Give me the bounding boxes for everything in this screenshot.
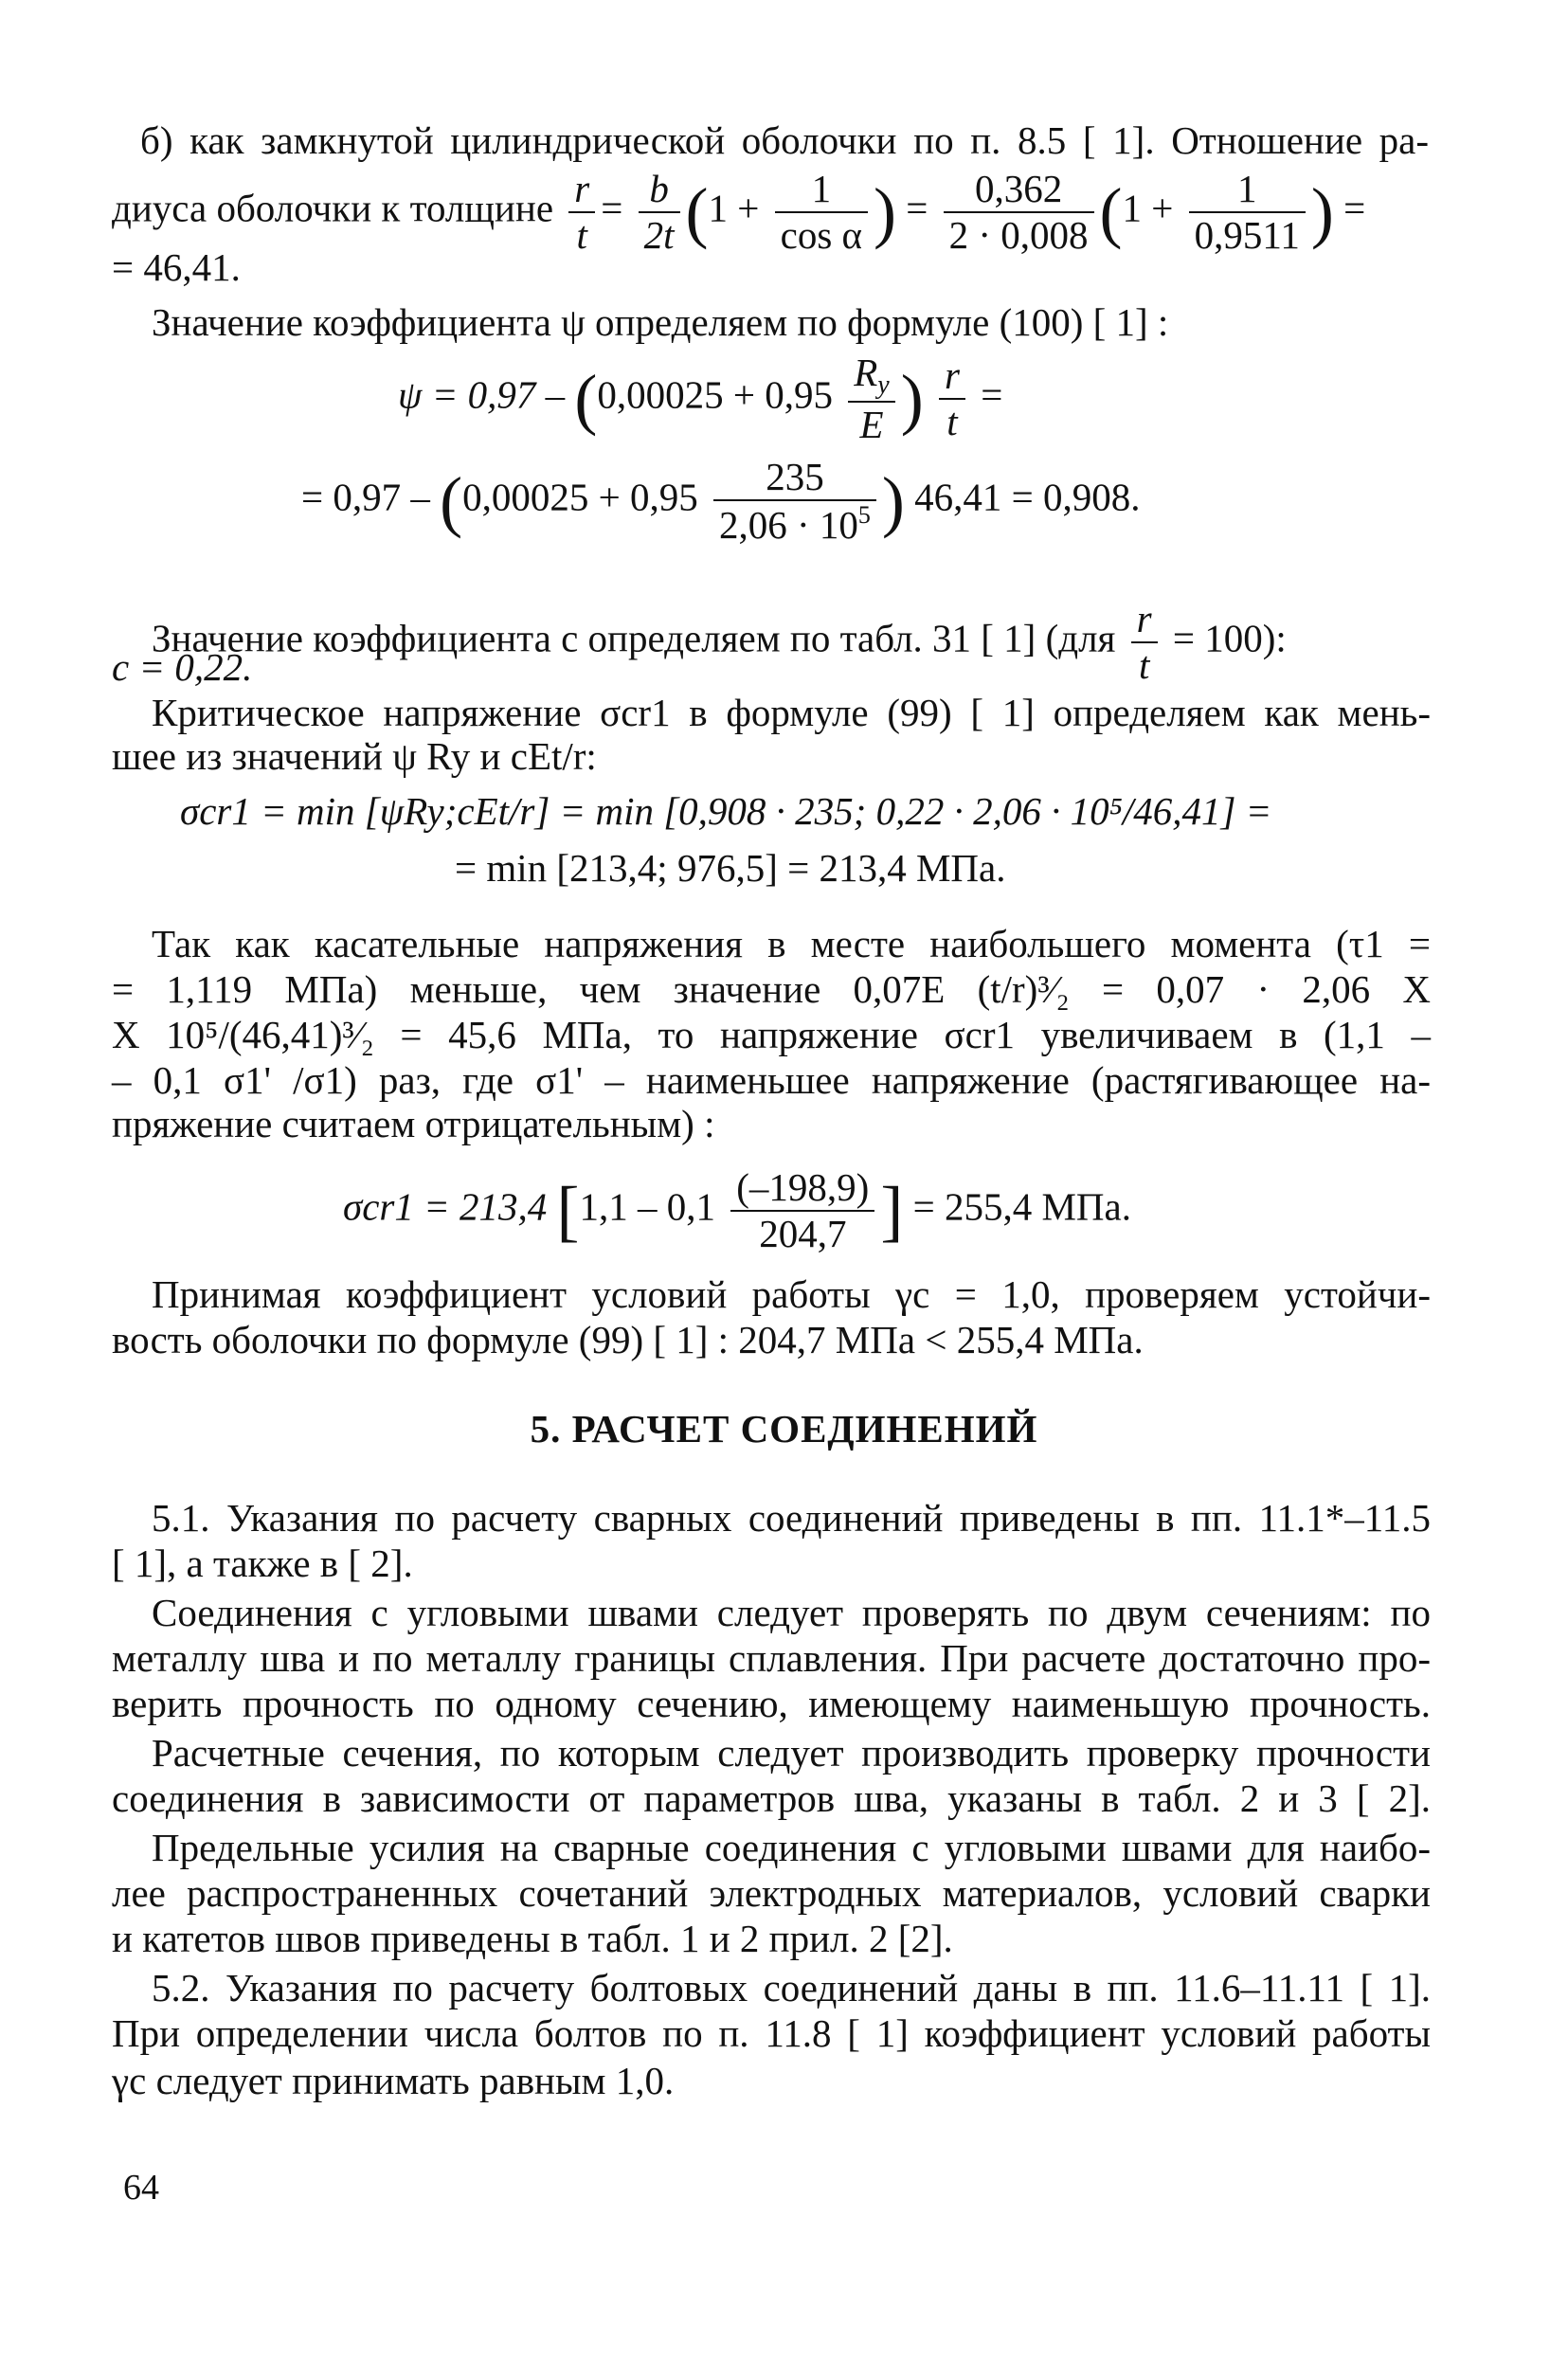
limits-line-2: лее распространенных сочетаний электродных материалов, условий сварки [112, 1871, 1431, 1915]
intro-line-3: = 46,41. [112, 245, 241, 289]
equals: = [981, 372, 1003, 417]
numerator: r [568, 167, 595, 213]
corner-line-2: металлу шва и по металлу границы сплавления. При расчете достаточно про- [112, 1636, 1431, 1680]
denominator: 0,9511 [1194, 213, 1300, 258]
min-formula-line-2: = min [213,4; 976,5] = 213,4 МПа. [455, 846, 1006, 890]
tau-line-5: пряжение считаем отрицательным) : [112, 1102, 715, 1145]
denominator: t [1138, 643, 1150, 688]
fraction-r-over-t [568, 167, 595, 258]
psi-formula-line-1: ψ = 0,97 – (0,00025 + 0,95 $\frac{R_y}{E}$ ) $\frac{r}{t}$ = [398, 351, 1003, 447]
c-line-1-text: Значение коэффициента c определяем по табл. 31 [ 1] (для [152, 616, 1116, 660]
corner-line-1: Соединения с угловыми швами следует проверять по двум сечениям: по [152, 1591, 1431, 1634]
tau-line-1: Так как касательные напряжения в месте наибольшего момента (τ1 = [152, 922, 1431, 965]
s51-line-1: 5.1. Указания по расчету сварных соединений приведены в пп. 11.1*–11.5 [152, 1496, 1431, 1540]
sigma-formula: σcr1 = 213,4 [1,1 – 0,1 $\frac{(-198,9)}{204,7}$ ] = 255,4 МПа. [343, 1165, 1131, 1256]
c-line-1 [152, 597, 1431, 688]
denominator: t [576, 213, 587, 258]
fraction-r-over-t [1131, 597, 1158, 688]
fraction-ry-over-e [848, 351, 894, 447]
section-title: 5. РАСЧЕТ СОЕДИНЕНИЙ [530, 1407, 1038, 1451]
sections-line-2: соединения в зависимости от параметров шва, указаны в табл. 2 и 3 [ 2]. [112, 1776, 1431, 1820]
page-number: 64 [123, 2168, 159, 2208]
sigma-rhs: = 255,4 МПа. [912, 1184, 1131, 1229]
fraction-198-over-204 [730, 1165, 874, 1256]
denominator: 204,7 [759, 1212, 847, 1256]
tau-line-4: – 0,1 σ1' /σ1) раз, где σ1' – наименьшее напряжение (растягивающее на- [112, 1058, 1431, 1102]
psi-formula-line-2: = 0,97 – (0,00025 + 0,95 $\frac{235}{2,06 \cdot 10^5}$ ) 46,41 = 0,908. [301, 455, 1141, 548]
psi-intro: Значение коэффициента ψ определяем по формуле (100) [ 1] : [152, 300, 1169, 344]
formula2-lhs: = 0,97 – [301, 475, 430, 519]
c-line-1-end: = 100): [1172, 616, 1287, 660]
denominator: $2,06 \cdot 10^5$ [718, 501, 871, 548]
s51-line-2: [ 1], а также в [ 2]. [112, 1541, 413, 1585]
numerator: b [639, 167, 680, 213]
s52-line-1: 5.2. Указания по расчету болтовых соединений даны в пп. 11.6–11.11 [ 1]. [152, 1966, 1431, 2010]
min-formula-line-1: σcr1 = min [ψRy;cEt/r] = min [0,908 · 235; 0,22 · 2,06 · 10⁵/46,41] = [180, 789, 1272, 833]
numerator: 1 [775, 167, 868, 213]
corner-line-3: верить прочность по одному сечению, имеющему наименьшую прочность. [112, 1682, 1431, 1725]
fraction-0362 [944, 167, 1094, 258]
crit-line-1: Критическое напряжение σcr1 в формуле (99) [ 1] определяем как мень- [152, 691, 1431, 734]
denominator: E [859, 403, 884, 447]
s52-line-3: γc следует принимать равным 1,0. [112, 2059, 675, 2102]
numerator: (–198,9) [730, 1165, 874, 1212]
tau-line-3: X 10⁵/(46,41)³⁄₂ = 45,6 МПа, то напряжение σcr1 увеличиваем в (1,1 – [112, 1013, 1431, 1056]
limits-line-3: и катетов швов приведены в табл. 1 и 2 прил. 2 [2]. [112, 1917, 953, 1960]
formula2-inner: 0,00025 + 0,95 [462, 475, 698, 519]
tau-line-2: = 1,119 МПа) меньше, чем значение 0,07E (t/r)³⁄₂ = 0,07 · 2,06 X [112, 967, 1431, 1011]
s52-line-2: При определении числа болтов по п. 11.8 [ 1] коэффициент условий работы [112, 2011, 1431, 2055]
fraction-1-over-09511 [1189, 167, 1306, 258]
numerator: $R_y$ [848, 351, 894, 403]
intro-line-2-text: диуса оболочки к толщине [112, 186, 554, 230]
numerator: r [1131, 597, 1158, 643]
numerator: r [939, 353, 965, 400]
numerator: 1 [1189, 167, 1306, 213]
formula1-lhs: ψ = 0,97 – [398, 372, 566, 417]
one-plus: 1 + [708, 186, 760, 230]
intro-line-2: диуса оболочки к толщине $\frac{r}{t}$ = $\frac{b}{2t}$ (1 + $\frac{1}{\text{cos α}}$ ) = $\frac{0,362}{2 \cdot 0,008}$ (1 + $\frac{1}{0,9511}$ ) = [112, 167, 1366, 258]
fraction-b-over-2t [639, 167, 680, 258]
fraction-235 [713, 455, 876, 548]
c-line-2: c = 0,22. [112, 645, 253, 689]
sections-line-1: Расчетные сечения, по которым следует производить проверку прочности [152, 1731, 1431, 1775]
denominator: t [946, 400, 958, 444]
fraction-1-over-cos [775, 167, 868, 258]
numerator: 0,362 [944, 167, 1094, 213]
sigma-lhs: σcr1 = 213,4 [343, 1184, 548, 1229]
fraction-r-over-t [939, 353, 965, 444]
limits-line-1: Предельные усилия на сварные соединения с угловыми швами для наибо- [152, 1826, 1431, 1869]
denominator: 2t [643, 213, 675, 258]
denominator: cos α [780, 213, 863, 258]
denominator: 2 · 0,008 [948, 213, 1089, 258]
intro-line-1: б) как замкнутой цилиндрической оболочки по п. 8.5 [ 1]. Отношение ра- [140, 118, 1429, 162]
formula1-inner: 0,00025 + 0,95 [597, 372, 833, 417]
gamma-line-2: вость оболочки по формуле (99) [ 1] : 204,7 МПа < 255,4 МПа. [112, 1318, 1144, 1361]
gamma-line-1: Принимая коэффициент условий работы γc = 1,0, проверяем устойчи- [152, 1272, 1431, 1316]
crit-line-2: шее из значений ψ Ry и cEt/r: [112, 734, 597, 778]
formula2-rhs: 46,41 = 0,908. [914, 475, 1141, 519]
sigma-inner: 1,1 – 0,1 [579, 1184, 716, 1229]
numerator: 235 [713, 455, 876, 501]
